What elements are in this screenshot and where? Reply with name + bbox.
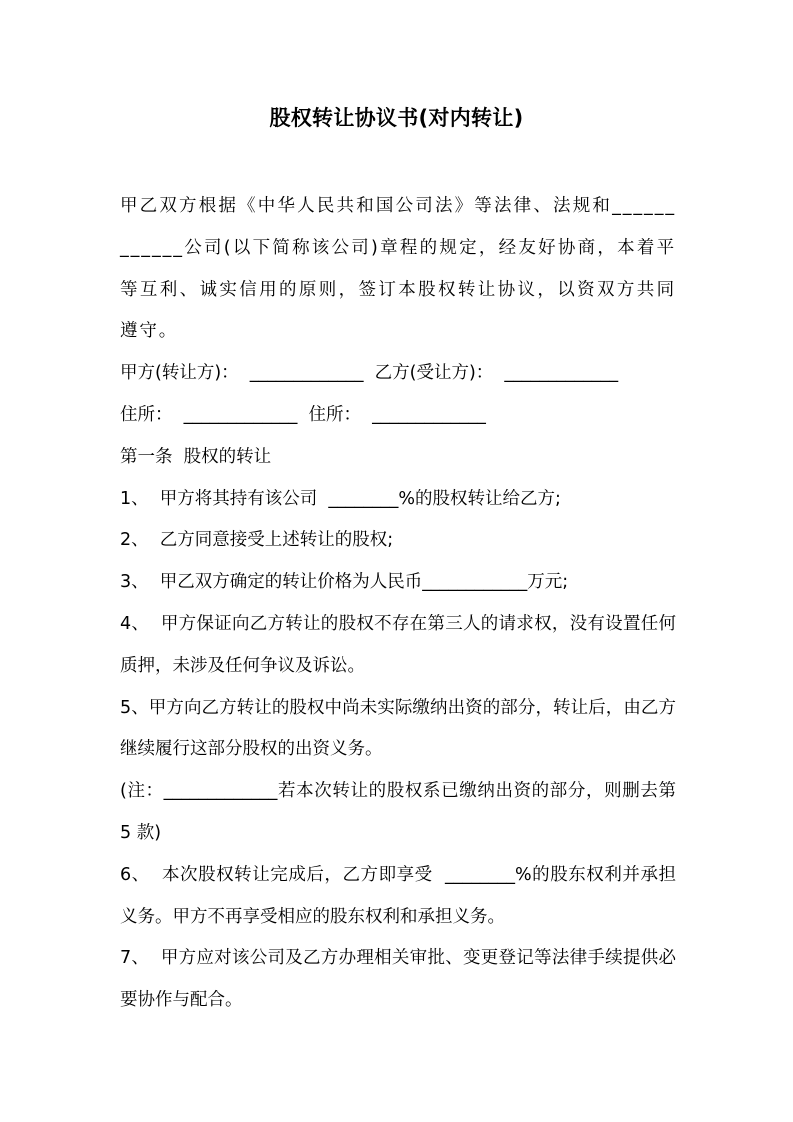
clause-4: 4、 甲方保证向乙方转让的股权不存在第三人的请求权，没有设置任何质押，未涉及任何争议及诉讼。 [120,613,676,676]
intro-paragraph: 甲乙双方根据《中华人民共和国公司法》等法律、法规和____________公司(以下简称该公司)章程的规定，经友好协商，本着平等互利、诚实信用的原则，签订本股权转让协议，以资双方共同遵守。 [120,196,676,342]
document-title: 股权转让协议书(对内转让) [269,106,524,130]
clause-6: 6、 本次股权转让完成后，乙方即享受 ________%的股东权利并承担义务。甲方不再享受相应的股东权利和承担义务。 [120,864,676,927]
article-1-heading: 第一条 股权的转让 [120,446,272,467]
clause-3: 3、 甲乙双方确定的转让价格为人民币____________万元; [120,572,569,593]
address-line: 住所： _____________ 住所： _____________ [120,404,486,425]
clause-7: 7、 甲方应对该公司及乙方办理相关审批、变更登记等法律手续提供必要协作与配合。 [120,948,676,1011]
clause-note: (注：_____________若本次转让的股权系已缴纳出资的部分，则删去第 5 款) [120,781,682,843]
clause-1: 1、 甲方将其持有该公司 ________%的股权转让给乙方; [120,488,561,509]
document-body [120,186,682,1022]
party-line: 甲方(转让方)： _____________ 乙方(受让方)： _____________ [120,363,619,384]
clause-5: 5、甲方向乙方转让的股权中尚未实际缴纳出资的部分，转让后，由乙方继续履行这部分股权的出资义务。 [120,697,676,760]
clause-2: 2、 乙方同意接受上述转让的股权; [120,530,394,551]
